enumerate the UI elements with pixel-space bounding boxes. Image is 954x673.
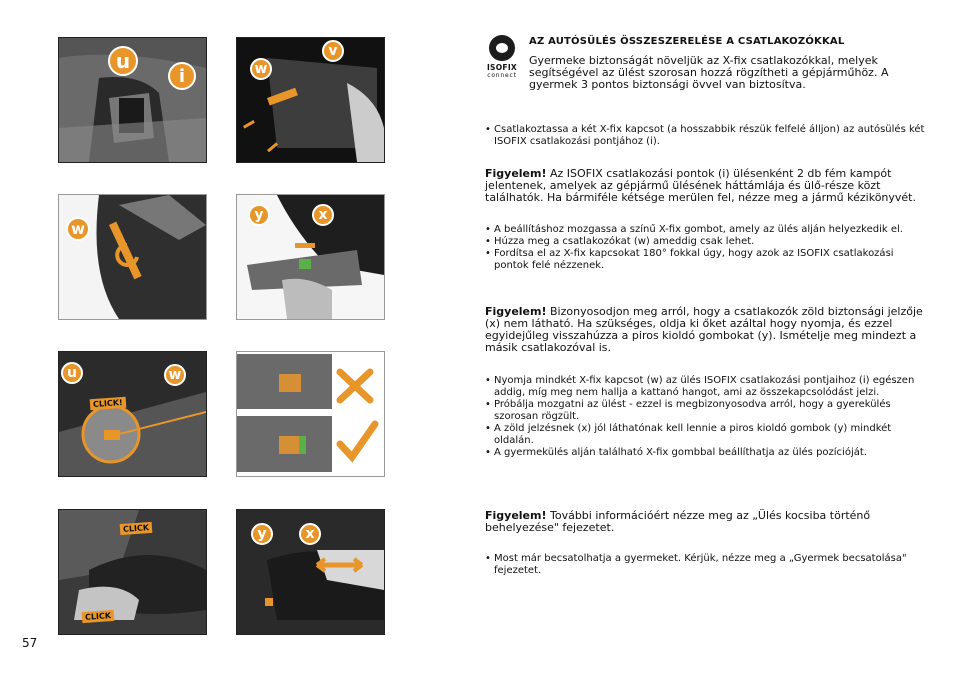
indicator-illustration	[237, 352, 384, 476]
label-w: w	[250, 58, 272, 80]
rotate-illustration	[59, 195, 206, 319]
list-item: • A zöld jelzésnek (x) jól láthatónak kell lennie a piros kioldó gombok (y) mindkét oldalán.	[485, 423, 925, 447]
warning-label: Figyelem!	[485, 305, 547, 318]
warning-1	[485, 168, 925, 204]
label-v: v	[322, 40, 344, 62]
label-w-click: w	[164, 364, 186, 386]
label-w-rotate: w	[66, 217, 90, 241]
logo-line2: connect	[487, 72, 517, 79]
bullet-list-2	[485, 224, 925, 272]
warning-label: Figyelem!	[485, 509, 547, 522]
isofix-logo-icon	[489, 35, 515, 61]
logo-line1: ISOFIX	[486, 63, 518, 72]
label-y: y	[248, 204, 270, 226]
label-x: x	[312, 204, 334, 226]
bullet-list-1	[485, 124, 925, 148]
intro-paragraph: Gyermeke biztonságát növeljük az X-fix csatlakozókkal, melyek segítségével az ülést szorosan hozzá rögzítheti a gépjárműhöz. A gyermek 3 pontos biztonsági övvel van biztosítva.	[529, 54, 889, 91]
section-title: AZ AUTÓSÜLÉS ÖSSZESZERELÉSE A CSATLAKOZÓKKAL	[529, 36, 845, 47]
bullet-list-4	[485, 553, 925, 577]
photo-connector-rotate	[58, 194, 207, 320]
click-burst-top: CLICK	[120, 522, 153, 535]
list-item: • Nyomja mindkét X-fix kapcsot (w) az ülés ISOFIX csatlakozási pontjaihoz (i) egészen addig, míg meg nem hallja a kattanó hangot, ami az összekapcsolódást jelzi.	[485, 375, 925, 399]
list-item: • Most már becsatolhatja a gyermeket. Kérjük, nézze meg a „Gyermek becsatolása" fejezetet.	[485, 553, 925, 577]
page-number: 57	[22, 636, 38, 650]
warning-text: Bizonyosodjon meg arról, hogy a csatlakozók zöld biztonsági jelzője (x) nem látható. Ha szükséges, oldja ki őket azáltal hogy nyomja, és ezzel egyidejűleg visszahúzza a piros kioldó gombokat (y). Ismételje meg mindezt a másik csatlakozóval is.	[485, 305, 923, 354]
warning-3	[485, 510, 925, 534]
connector-illustration	[237, 38, 384, 162]
list-item: • Húzza meg a csatlakozókat (w) ameddig csak lehet.	[485, 236, 925, 248]
warning-2	[485, 306, 925, 354]
photo-connector-extend	[236, 37, 385, 163]
photo-indicator-check	[236, 351, 385, 477]
label-u-click: u	[61, 362, 83, 384]
bullet-list-3	[485, 375, 925, 459]
list-item: • Próbálja mozgatni az ülést - ezzel is megbizonyosodva arról, hogy a gyerekülés szorosan rögzült.	[485, 399, 925, 423]
click-burst: CLICK!	[90, 397, 126, 410]
isofix-logo	[484, 35, 520, 79]
label-i: i	[168, 62, 196, 90]
list-item: • Csatlakoztassa a két X-fix kapcsot (a hosszabbik részük felfelé álljon) az autósülés két ISOFIX csatlakozási pontjához (i).	[485, 124, 925, 148]
warning-label: Figyelem!	[485, 167, 547, 180]
list-item: • Fordítsa el az X-fix kapcsokat 180° fokkal úgy, hogy azok az ISOFIX csatlakozási pontok felé nézzenek.	[485, 248, 925, 272]
click-burst-bottom: CLICK	[82, 610, 115, 623]
warning-text: Az ISOFIX csatlakozási pontok (i) ülésenként 2 db fém kampót jelentenek, amelyek az gépjármű ülésének háttámlája és ülő-része közt találhatók. Ha bármiféle kétsége merülen fel, nézze meg a jármű kézikönyvét.	[485, 167, 916, 204]
label-u: u	[108, 46, 138, 76]
warning-text: További információért nézze meg az „Ülés kocsiba történő behelyezése" fejezetet.	[485, 509, 871, 534]
label-y-adjust: y	[251, 523, 273, 545]
label-x-adjust: x	[299, 523, 321, 545]
list-item: • A beállításhoz mozgassa a színű X-fix gombot, amely az ülés alján helyezkedik el.	[485, 224, 925, 236]
list-item: • A gyermekülés alján található X-fix gombbal beállíthatja az ülés pozícióját.	[485, 447, 925, 459]
